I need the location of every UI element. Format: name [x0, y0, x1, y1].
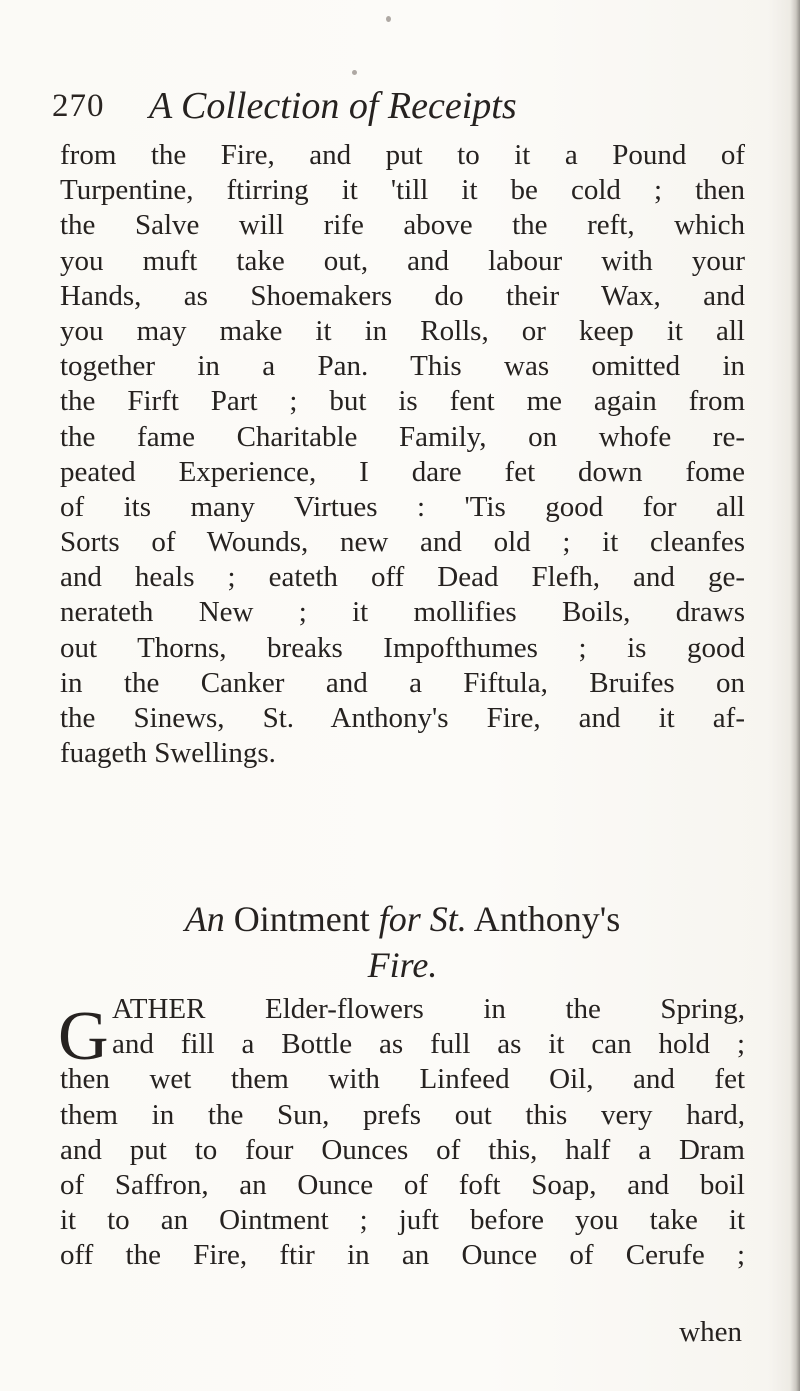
catchword: when [679, 1316, 742, 1348]
page-header [52, 84, 752, 134]
text-line: in the Canker and a Fiftula, Bruifes on [60, 666, 745, 699]
text-line: and fill a Bottle as full as it can hold ; [112, 1028, 745, 1061]
ink-speck [386, 16, 391, 22]
heading-word: St. [429, 899, 467, 939]
text-line: fuageth Swellings. [60, 737, 276, 770]
recipe-text [60, 992, 745, 1274]
text-line: from the Fire, and put to it a Pound of [60, 139, 745, 171]
text-line: then wet them with Linfeed Oil, and fet [60, 1063, 745, 1096]
heading-word: for [378, 899, 421, 939]
text-line: the Sinews, St. Anthony's Fire, and it af- [60, 702, 745, 734]
text-line: you muft take out, and labour with your [60, 244, 745, 277]
text-line: Turpentine, ftirring it 'till it be cold ; then [60, 174, 745, 207]
text-line: the Salve will rife above the reft, which [60, 209, 745, 242]
heading-word: Fire. [367, 945, 438, 985]
text-line: of Saffron, an Ounce of foft Soap, and boil [60, 1168, 745, 1201]
heading-line [60, 942, 745, 988]
heading-word: Anthony's [473, 899, 621, 939]
text-line: off the Fire, ftir in an Ounce of Cerufe ; [60, 1239, 745, 1272]
text-line: and heals ; eateth off Dead Flefh, and ge- [60, 561, 745, 594]
heading-word: An [184, 899, 225, 939]
text-line: them in the Sun, prefs out this very hard, [60, 1098, 745, 1131]
text-line: the fame Charitable Family, on whofe re- [60, 420, 745, 453]
text-line: the Firft Part ; but is fent me again from [60, 385, 745, 418]
text-line: out Thorns, breaks Impofthumes ; is good [60, 631, 745, 664]
text-line: peated Experience, I dare fet down fome [60, 455, 745, 488]
ink-speck [352, 70, 357, 75]
running-title: A Collection of Receipts [149, 85, 517, 127]
heading-word: Ointment [233, 899, 370, 939]
text-line: Hands, as Shoemakers do their Wax, and [60, 279, 745, 312]
text-line: it to an Ointment ; juft before you take it [60, 1204, 745, 1237]
text-line: nerateth New ; it mollifies Boils, draws [60, 596, 745, 629]
heading-line [60, 896, 745, 942]
text-line: of its many Virtues : 'Tis good for all [60, 490, 745, 523]
text-line: you may make it in Rolls, or keep it all [60, 314, 745, 347]
text-line: ATHER Elder-flowers in the Spring, [112, 993, 745, 1025]
page-number: 270 [52, 88, 105, 124]
text-line: and put to four Ounces of this, half a Dram [60, 1133, 745, 1166]
body-text [60, 138, 745, 771]
text-line: together in a Pan. This was omitted in [60, 350, 745, 383]
drop-cap: G [58, 998, 109, 1075]
section-heading [60, 896, 745, 988]
page-edge-shadow [790, 0, 800, 1391]
text-line: Sorts of Wounds, new and old ; it cleanfes [60, 526, 745, 559]
